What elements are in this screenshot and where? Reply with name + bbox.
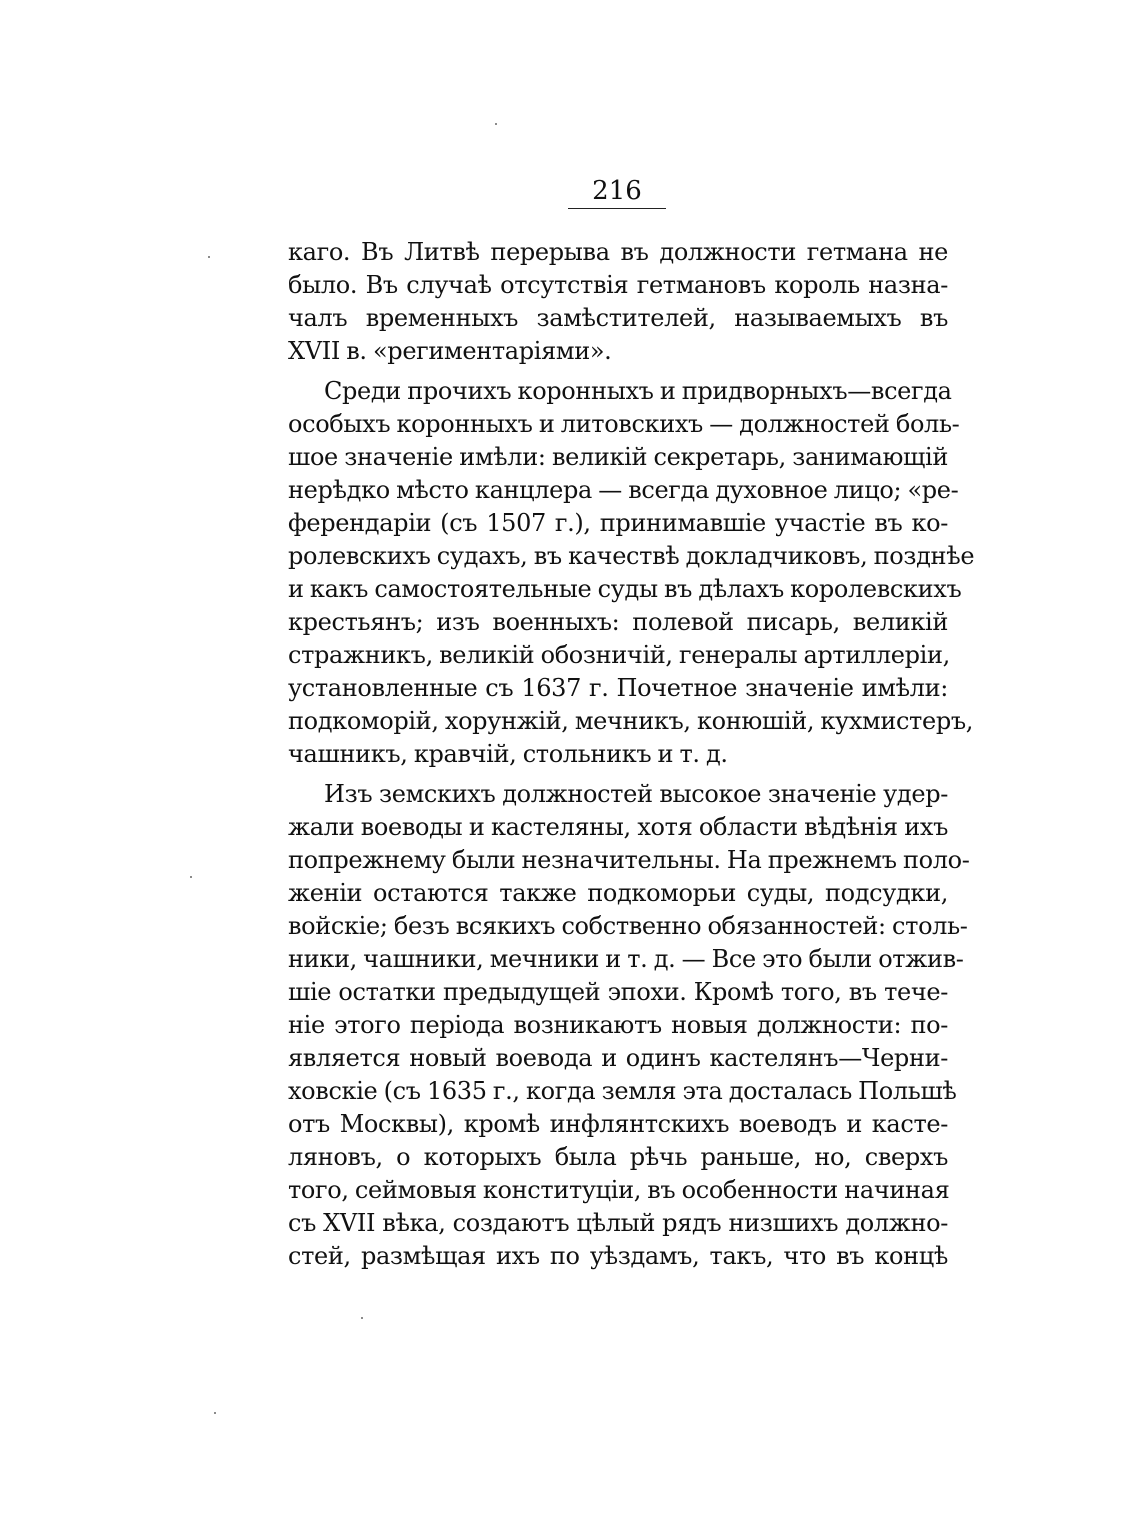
- page-number: 216: [592, 176, 642, 206]
- text-line: съ XVII вѣка, создаютъ цѣлый рядъ низшихъ должно-: [288, 1209, 948, 1237]
- text-line: шіе остатки предыдущей эпохи. Кромѣ того, въ тече-: [288, 978, 948, 1006]
- text-line: нерѣдко мѣсто канцлера — всегда духовное лицо; «ре-: [288, 476, 959, 504]
- body-text: [288, 236, 975, 1273]
- text-line: ляновъ, о которыхъ была рѣчь раньше, но, сверхъ: [288, 1143, 948, 1171]
- text-line: является новый воевода и одинъ кастелянъ—Черни-: [288, 1044, 948, 1072]
- text-line: Изъ земскихъ должностей высокое значеніе удер-: [324, 780, 948, 808]
- text-line: каго. Въ Литвѣ перерыва въ должности гетмана не: [288, 238, 948, 266]
- scan-speck: [208, 256, 210, 258]
- paragraph-2: [288, 375, 975, 771]
- text-line: стей, размѣщая ихъ по уѣздамъ, такъ, что въ концѣ: [288, 1242, 948, 1270]
- scan-speck: [190, 876, 192, 878]
- text-line: крестьянъ; изъ военныхъ: полевой писарь, великій: [288, 608, 948, 636]
- text-line: было. Въ случаѣ отсутствія гетмановъ король назна-: [288, 271, 948, 299]
- text-line: войскіе; безъ всякихъ собственно обязанностей: столь-: [288, 912, 968, 940]
- text-line: чалъ временныхъ замѣстителей, называемыхъ въ: [288, 304, 948, 332]
- text-line: чашникъ, кравчій, стольникъ и т. д.: [288, 740, 728, 768]
- text-line: ховскіе (съ 1635 г., когда земля эта досталась Польшѣ: [288, 1077, 957, 1105]
- paragraph-3: [288, 778, 970, 1273]
- text-line: стражникъ, великій обозничій, генералы артиллеріи,: [288, 641, 950, 669]
- text-line: отъ Москвы), кромѣ инфлянтскихъ воеводъ и касте-: [288, 1110, 948, 1138]
- paragraph-1: [288, 236, 948, 368]
- text-line: жали воеводы и кастеляны, хотя области вѣдѣнія ихъ: [288, 813, 948, 841]
- text-line: ніе этого періода возникаютъ новыя должности: по-: [288, 1011, 948, 1039]
- text-line: попрежнему были незначительны. На прежнемъ поло-: [288, 846, 970, 874]
- scan-speck: [495, 123, 497, 125]
- text-line: особыхъ коронныхъ и литовскихъ — должностей боль-: [288, 410, 960, 438]
- page-number-rule: [568, 208, 666, 209]
- paragraph-gap: [288, 771, 948, 778]
- text-line: ники, чашники, мечники и т. д. — Все это были отжив-: [288, 945, 964, 973]
- paragraph-gap: [288, 368, 948, 375]
- text-line: ролевскихъ судахъ, въ качествѣ докладчиковъ, позднѣе: [288, 542, 975, 570]
- scan-speck: [361, 1317, 363, 1319]
- text-line: женіи остаются также подкоморьи суды, подсудки,: [288, 879, 948, 907]
- text-line: XVII в. «региментаріями».: [288, 337, 612, 365]
- text-line: того, сеймовыя конституціи, въ особенности начиная: [288, 1176, 950, 1204]
- scan-speck: [214, 1412, 216, 1414]
- text-line: Среди прочихъ коронныхъ и придворныхъ—всегда: [324, 377, 952, 405]
- text-line: подкоморій, хорунжій, мечникъ, конюшій, кухмистеръ,: [288, 707, 974, 735]
- text-line: и какъ самостоятельные суды въ дѣлахъ королевскихъ: [288, 575, 962, 603]
- text-line: шое значеніе имѣли: великій секретарь, занимающій: [288, 443, 948, 471]
- text-line: установленные съ 1637 г. Почетное значеніе имѣли:: [288, 674, 948, 702]
- text-line: ферендаріи (съ 1507 г.), принимавшіе участіе въ ко-: [288, 509, 948, 537]
